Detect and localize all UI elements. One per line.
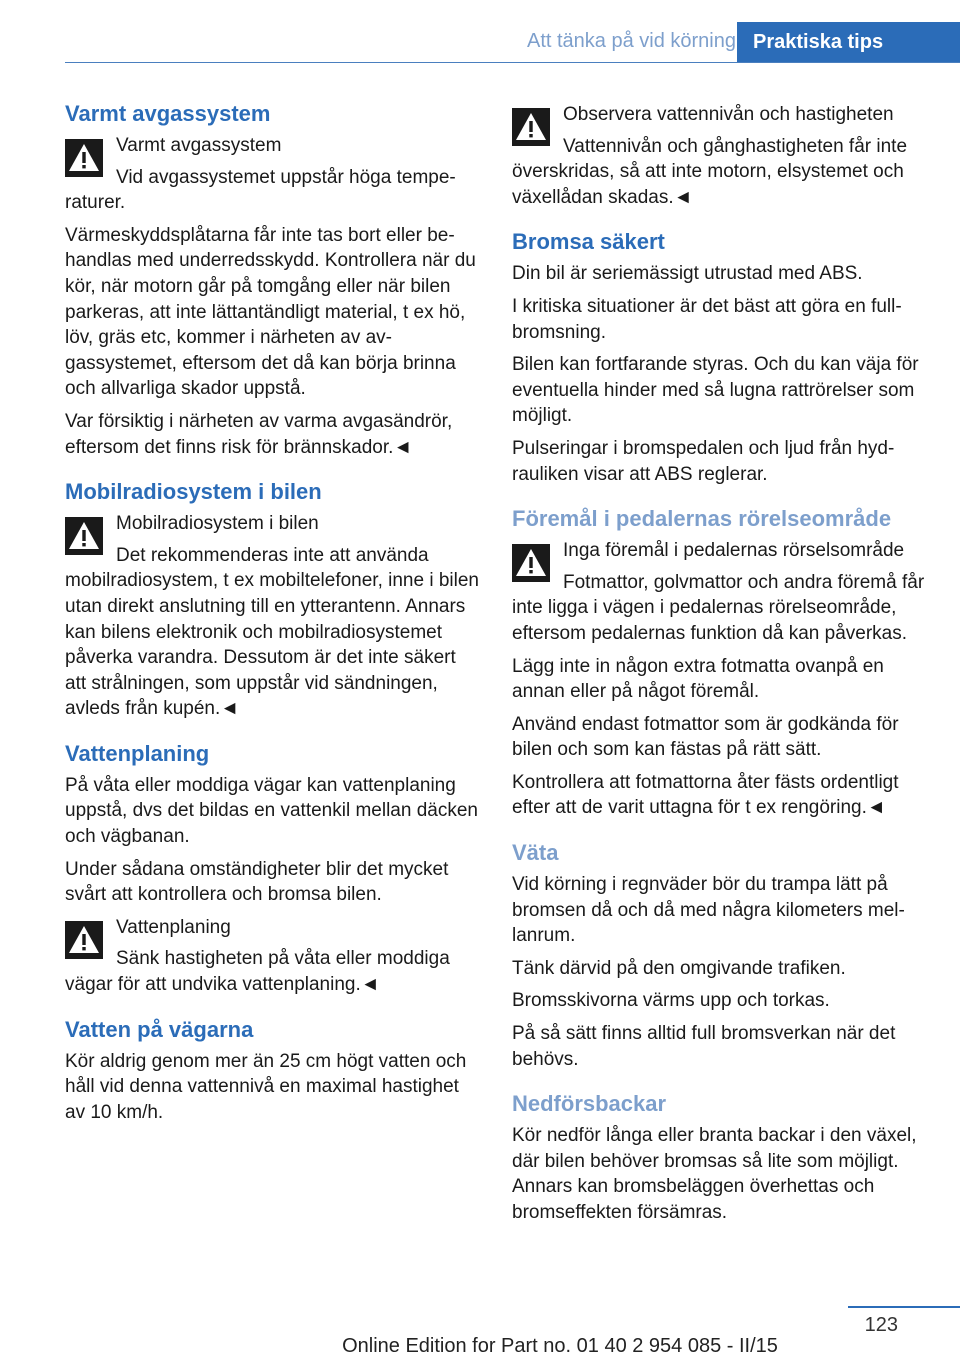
warning-body: Det rekommenderas inte att använda mobilradiosystem, t ex mobiltelefoner, inne i bilen utan direkt anslutning till en ytterantenn. Annars kan bilens elektronik och mobilradiosystemet påverka varandra. Dessutom är det inte säkert att strålningen, som uppstår vid sändningen, avleds från kupén.◄ <box>65 544 479 720</box>
warning-hot-exhaust <box>65 133 480 216</box>
paragraph: Var försiktig i närheten av varma avgasändrör, eftersom det finns risk för brännskador.◄ <box>65 410 453 458</box>
edition-text: Online Edition for Part no. 01 40 2 954 085 - II/15 <box>342 1335 778 1357</box>
warning-body: Fotmattor, golvmattor och andra föremå får inte ligga i vägen i pedalernas rörelseområde, eftersom pedalernas funktion då kan påverkas. <box>512 571 925 644</box>
paragraph: I kritiska situationer är det bäst att göra en fullbromsning. <box>512 295 902 343</box>
paragraph: Kör aldrig genom mer än 25 cm högt vatten och håll vid denna vattennivå en maximal hastighet av 10 km/h. <box>65 1050 467 1123</box>
left-column <box>65 100 480 1143</box>
right-column <box>512 100 932 1244</box>
header-chapter-tab: Praktiska tips <box>737 22 960 63</box>
section-pedal-area <box>512 505 932 821</box>
section-downhill <box>512 1090 932 1225</box>
section-aquaplaning <box>65 740 480 998</box>
paragraph: Använd endast fotmattor som är godkända för bilen och som kan fästas på rätt sätt. <box>512 713 899 761</box>
warning-title: Mobilradiosystem i bilen <box>116 513 319 535</box>
section-water-warning <box>512 102 932 210</box>
paragraph: På så sätt finns alltid full bromsverkan när det behövs. <box>512 1023 896 1070</box>
paragraph: Bilen kan fortfarande styras. Och du kan väja för eventuella hinder med så lugna rattrörelser som möjligt. <box>512 354 919 427</box>
paragraph: Kontrollera att fotmattorna åter fästs ordentligt efter att de varit uttagna för t ex rengöring.◄ <box>512 771 899 819</box>
edition-line <box>0 1335 960 1358</box>
header-section-title: Att tänka på vid körning <box>526 30 736 52</box>
paragraph: Kör nedför långa eller branta backar i den växel, där bilen behöver bromsas så lite som möjligt. Annars kan bromsbeläggen överhettas och bromseffekten försämras. <box>512 1125 917 1223</box>
warning-title: Varmt avgassystem <box>116 135 282 156</box>
warning-triangle-icon <box>65 139 103 177</box>
section-brake-safely <box>512 228 932 487</box>
heading-wet: Väta <box>512 840 559 866</box>
header-rule <box>65 62 960 63</box>
section-water-roads <box>65 1016 480 1126</box>
page-number: 123 <box>864 1314 898 1336</box>
paragraph: Tänk därvid på den omgivande trafiken. <box>512 957 846 979</box>
heading-aquaplaning: Vattenplaning <box>65 740 210 766</box>
paragraph: Under sådana omständigheter blir det mycket svårt att kontrollera och bromsa bilen. <box>65 858 449 906</box>
section-hot-exhaust <box>65 100 480 460</box>
heading-pedal-area: Föremål i pedalernas rörelseområde <box>512 506 892 532</box>
heading-water-roads: Vatten på vägarna <box>65 1016 254 1042</box>
heading-downhill: Nedförsbackar <box>512 1091 667 1117</box>
warning-title: Inga föremål i pedalernas rörselsområde <box>563 540 905 562</box>
warning-title: Vattenplaning <box>116 916 231 938</box>
warning-triangle-icon <box>512 544 550 582</box>
paragraph: Pulseringar i bromspedalen och ljud från hydrauliken visar att ABS reglerar. <box>512 437 895 485</box>
warning-aquaplaning <box>65 915 480 998</box>
warning-body: Sänk hastigheten på våta eller moddiga vägar för att undvika vattenplaning.◄ <box>65 948 450 996</box>
paragraph: Lägg inte in någon extra fotmatta ovanpå en annan eller på något föremål. <box>512 655 884 703</box>
warning-body: Vid avgassystemet uppstår höga temperaturer. <box>65 166 456 214</box>
heading-mobile-radio: Mobilradiosystem i bilen <box>65 479 322 505</box>
paragraph: Vid körning i regnväder bör du trampa lätt på bromsen då och då med några kilometers mellanrum. <box>512 874 905 947</box>
warning-title: Observera vattennivån och hastigheten <box>563 104 894 125</box>
paragraph: Din bil är seriemässigt utrustad med ABS. <box>512 263 863 285</box>
paragraph: Bromsskivorna värms upp och torkas. <box>512 990 830 1012</box>
section-mobile-radio <box>65 478 480 722</box>
warning-mobile-radio <box>65 511 480 722</box>
warning-triangle-icon <box>65 921 103 959</box>
heading-hot-exhaust: Varmt avgassystem <box>65 101 271 126</box>
warning-triangle-icon <box>512 108 550 146</box>
warning-body: Vattennivån och gånghastigheten får inte överskridas, så att inte motorn, elsystemet och växellådan skadas.◄ <box>512 135 908 208</box>
paragraph: Värmeskyddsplåtarna får inte tas bort eller behandlas med underredsskydd. Kontrollera när du kör, när motorn går på tomgång eller när bilen parkeras, att inte lättantändligt material, t ex hö, löv, gräs etc, kommer i närheten av avgassystemet, eftersom det då kan börja brinna och allvarliga skador uppstå. <box>65 224 476 400</box>
warning-water-level <box>512 102 932 210</box>
section-wet <box>512 839 932 1072</box>
paragraph: På våta eller moddiga vägar kan vattenplaning uppstå, dvs det bildas en vattenkil mellan däcken och vägbanan. <box>65 774 478 848</box>
warning-pedal-area <box>512 538 932 646</box>
footer-rule <box>848 1306 960 1308</box>
heading-brake-safely: Bromsa säkert <box>512 229 665 255</box>
warning-triangle-icon <box>65 517 103 555</box>
